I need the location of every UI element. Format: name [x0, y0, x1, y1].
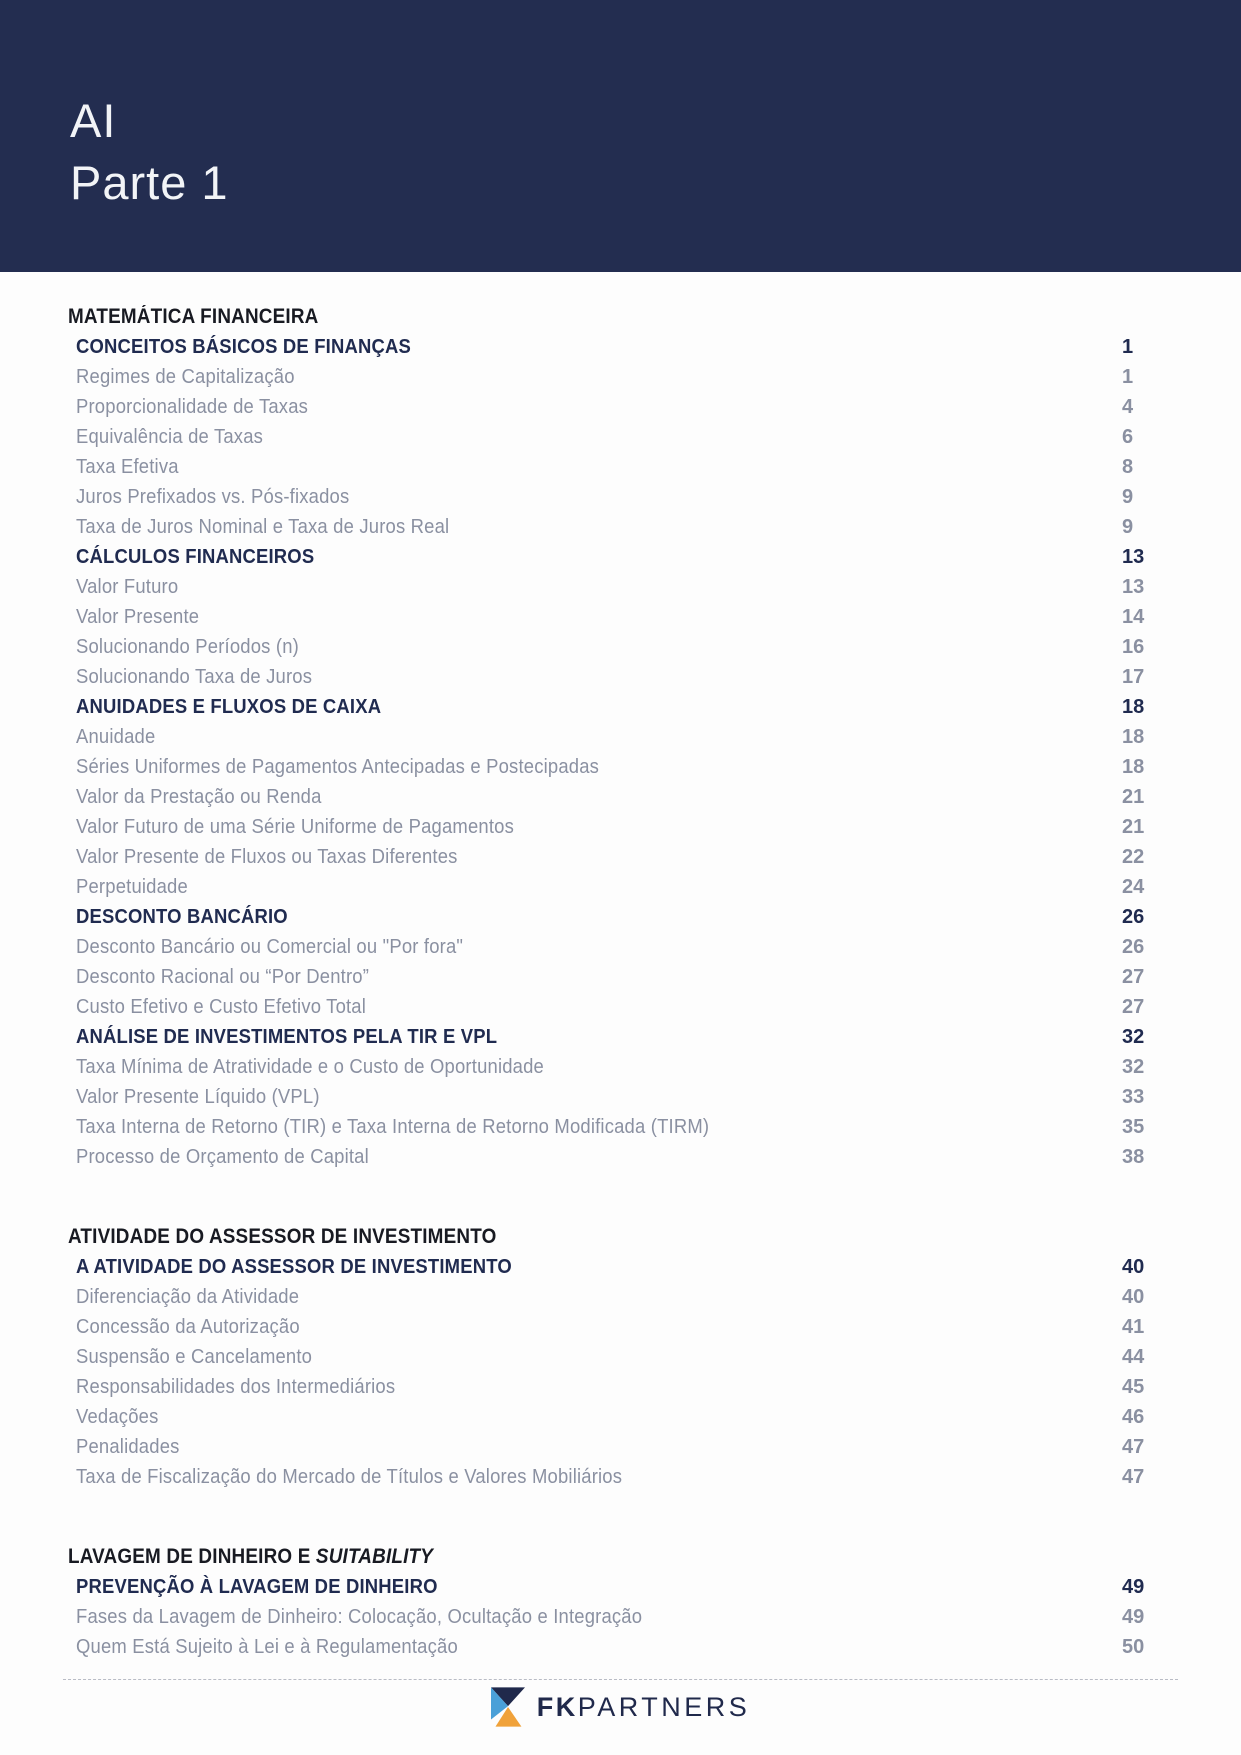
toc-entry [0, 752, 1241, 782]
toc-section-title: ATIVIDADE DO ASSESSOR DE INVESTIMENTO [68, 1225, 497, 1248]
toc-entry-label: Taxa de Fiscalização do Mercado de Títulos e Valores Mobiliários [76, 1465, 623, 1488]
toc-entry [0, 422, 1241, 452]
toc-entry [0, 1602, 1241, 1632]
toc-entry-page: 33 [1122, 1085, 1145, 1108]
toc-entry [0, 692, 1241, 722]
toc-entry-label: Juros Prefixados vs. Pós-fixados [76, 485, 350, 508]
toc-entry-label: Taxa Efetiva [76, 455, 179, 478]
toc-entry-label: Taxa Interna de Retorno (TIR) e Taxa Interna de Retorno Modificada (TIRM) [76, 1115, 710, 1138]
toc-entry-page: 38 [1122, 1145, 1145, 1168]
toc-entry-label: Valor Futuro de uma Série Uniforme de Pagamentos [76, 815, 514, 838]
toc-entry-page: 26 [1122, 905, 1145, 928]
toc-entry [0, 992, 1241, 1022]
chapter-part: Parte 1 [70, 156, 229, 209]
toc-entry-page: 1 [1122, 335, 1134, 358]
toc-entry-label: Taxa de Juros Nominal e Taxa de Juros Real [76, 515, 450, 538]
brand-bold: FK [536, 1692, 578, 1722]
toc-entry-label: Penalidades [76, 1435, 180, 1458]
toc-entry-label: Valor Presente [76, 605, 200, 628]
toc-entry [0, 362, 1241, 392]
toc-entry [0, 632, 1241, 662]
toc-entry [0, 1402, 1241, 1432]
toc-entry [0, 1632, 1241, 1662]
brand-rest: PARTNERS [577, 1692, 751, 1722]
toc-entry-label: Vedações [76, 1405, 159, 1428]
toc-entry-page: 40 [1122, 1255, 1145, 1278]
toc-entry-page: 13 [1122, 545, 1145, 568]
toc-entry [0, 1462, 1241, 1492]
toc-entry [0, 572, 1241, 602]
toc-entry-label: Regimes de Capitalização [76, 365, 295, 388]
toc-entry [0, 1052, 1241, 1082]
toc-entry-label: Processo de Orçamento de Capital [76, 1145, 369, 1168]
toc-entry-label: Valor Presente Líquido (VPL) [76, 1085, 320, 1108]
toc-entry-label: A ATIVIDADE DO ASSESSOR DE INVESTIMENTO [76, 1255, 512, 1278]
toc-entry-label: Séries Uniformes de Pagamentos Antecipadas e Postecipadas [76, 755, 600, 778]
toc-entry-label: Valor Futuro [76, 575, 179, 598]
toc-section [0, 1542, 1241, 1662]
toc-entry [0, 722, 1241, 752]
toc-entry-label: CONCEITOS BÁSICOS DE FINANÇAS [76, 335, 411, 358]
toc-entry-page: 8 [1122, 455, 1134, 478]
toc-entry-label: Concessão da Autorização [76, 1315, 300, 1338]
toc-entry-label: Fases da Lavagem de Dinheiro: Colocação, Ocultação e Integração [76, 1605, 643, 1628]
toc-entry [0, 332, 1241, 362]
toc-entry-page: 27 [1122, 995, 1145, 1018]
toc-entry-page: 27 [1122, 965, 1145, 988]
toc-entry-label: Taxa Mínima de Atratividade e o Custo de Oportunidade [76, 1055, 544, 1078]
toc-entry-page: 41 [1122, 1315, 1145, 1338]
toc-entry-label: Anuidade [76, 725, 156, 748]
toc-entry-label: ANUIDADES E FLUXOS DE CAIXA [76, 695, 382, 718]
toc-section [0, 1222, 1241, 1492]
toc-entry-page: 9 [1122, 515, 1134, 538]
toc-entry [0, 482, 1241, 512]
toc-entry-page: 47 [1122, 1465, 1145, 1488]
toc [0, 272, 1241, 1662]
toc-entry [0, 512, 1241, 542]
toc-entry-page: 49 [1122, 1605, 1145, 1628]
toc-entry [0, 1082, 1241, 1112]
toc-entry-label: ANÁLISE DE INVESTIMENTOS PELA TIR E VPL [76, 1025, 498, 1048]
toc-entry [0, 902, 1241, 932]
toc-entry-page: 45 [1122, 1375, 1145, 1398]
toc-entry [0, 812, 1241, 842]
fkpartners-logo [491, 1687, 751, 1727]
toc-entry [0, 1112, 1241, 1142]
chapter-code: AI [70, 94, 117, 147]
toc-entry-label: PREVENÇÃO À LAVAGEM DE DINHEIRO [76, 1575, 438, 1598]
toc-entry [0, 392, 1241, 422]
toc-entry-label: Desconto Bancário ou Comercial ou "Por fora" [76, 935, 464, 958]
toc-entry-page: 1 [1122, 365, 1134, 388]
toc-entry-page: 46 [1122, 1405, 1145, 1428]
toc-entry-page: 16 [1122, 635, 1145, 658]
toc-entry-label: Solucionando Taxa de Juros [76, 665, 313, 688]
toc-entry-page: 35 [1122, 1115, 1145, 1138]
toc-entry [0, 1142, 1241, 1172]
page-footer [63, 1679, 1178, 1727]
toc-entry-page: 9 [1122, 485, 1134, 508]
toc-entry-page: 47 [1122, 1435, 1145, 1458]
toc-entry [0, 962, 1241, 992]
toc-entry [0, 452, 1241, 482]
toc-entry [0, 1252, 1241, 1282]
toc-entry-page: 18 [1122, 755, 1145, 778]
toc-entry [0, 932, 1241, 962]
toc-entry-label: Suspensão e Cancelamento [76, 1345, 313, 1368]
toc-entry-page: 32 [1122, 1025, 1145, 1048]
toc-section-title: LAVAGEM DE DINHEIRO E SUITABILITY [68, 1545, 434, 1568]
toc-entry [0, 602, 1241, 632]
toc-section-title: MATEMÁTICA FINANCEIRA [68, 305, 319, 328]
toc-entry-page: 24 [1122, 875, 1145, 898]
toc-entry-page: 22 [1122, 845, 1145, 868]
toc-section [0, 302, 1241, 1172]
toc-entry-page: 21 [1122, 785, 1145, 808]
toc-entry [0, 1022, 1241, 1052]
toc-entry [0, 1282, 1241, 1312]
toc-entry [0, 1572, 1241, 1602]
toc-entry-label: Quem Está Sujeito à Lei e à Regulamentação [76, 1635, 458, 1658]
toc-entry-page: 26 [1122, 935, 1145, 958]
toc-entry [0, 1312, 1241, 1342]
toc-entry-label: Proporcionalidade de Taxas [76, 395, 309, 418]
toc-entry-page: 14 [1122, 605, 1145, 628]
toc-entry-label: Perpetuidade [76, 875, 188, 898]
toc-entry-label: Valor Presente de Fluxos ou Taxas Diferentes [76, 845, 458, 868]
toc-entry-label: Desconto Racional ou “Por Dentro” [76, 965, 370, 988]
toc-entry [0, 872, 1241, 902]
toc-entry [0, 542, 1241, 572]
toc-entry-page: 18 [1122, 725, 1145, 748]
toc-entry-page: 44 [1122, 1345, 1145, 1368]
toc-entry [0, 782, 1241, 812]
toc-entry-page: 18 [1122, 695, 1145, 718]
toc-entry-page: 17 [1122, 665, 1145, 688]
toc-entry-label: Custo Efetivo e Custo Efetivo Total [76, 995, 367, 1018]
toc-entry-label: Solucionando Períodos (n) [76, 635, 299, 658]
fkpartners-logo-text [537, 1687, 751, 1727]
toc-entry-page: 13 [1122, 575, 1145, 598]
toc-entry-label: Responsabilidades dos Intermediários [76, 1375, 396, 1398]
toc-entry [0, 662, 1241, 692]
toc-entry [0, 1432, 1241, 1462]
toc-entry-page: 6 [1122, 425, 1134, 448]
toc-entry-page: 40 [1122, 1285, 1145, 1308]
chapter-banner [0, 0, 1241, 272]
toc-entry-label: CÁLCULOS FINANCEIROS [76, 545, 315, 568]
toc-entry [0, 842, 1241, 872]
toc-entry-page: 49 [1122, 1575, 1145, 1598]
toc-entry-page: 21 [1122, 815, 1145, 838]
toc-entry-page: 4 [1122, 395, 1134, 418]
toc-entry [0, 1372, 1241, 1402]
toc-entry-page: 50 [1122, 1635, 1145, 1658]
toc-entry [0, 1342, 1241, 1372]
toc-entry-page: 32 [1122, 1055, 1145, 1078]
toc-entry-label: Equivalência de Taxas [76, 425, 264, 448]
toc-entry-label: Diferenciação da Atividade [76, 1285, 300, 1308]
fkpartners-logo-icon [491, 1687, 525, 1727]
toc-entry-label: DESCONTO BANCÁRIO [76, 905, 288, 928]
toc-entry-label: Valor da Prestação ou Renda [76, 785, 322, 808]
